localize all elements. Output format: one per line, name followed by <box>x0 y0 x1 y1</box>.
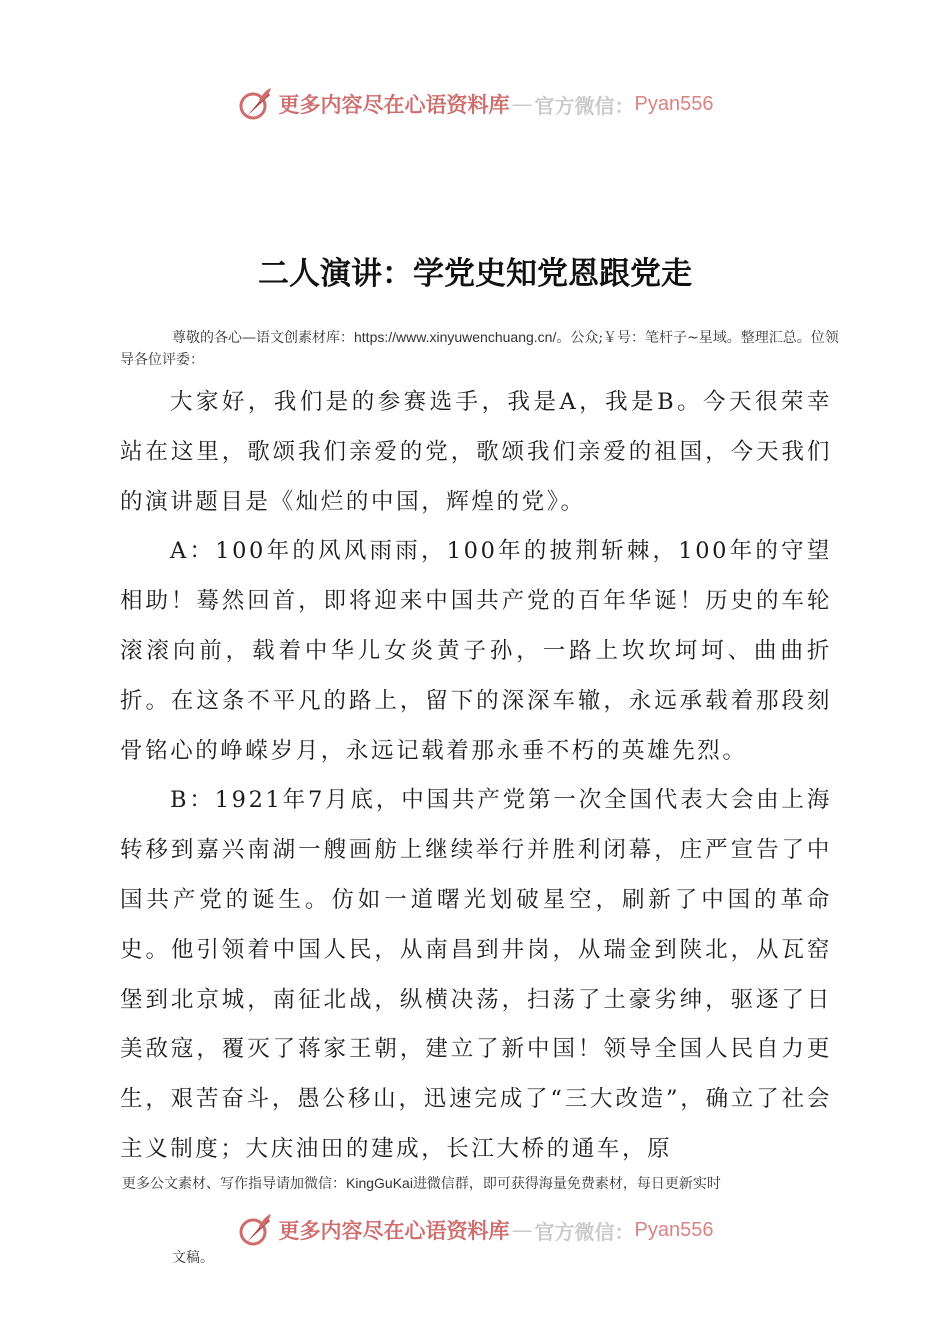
footer-note-suffix: 进微信群，即可获得海量免费素材，每日更新实时 <box>412 1176 721 1192</box>
footer-note-wechat: KingGuKai <box>346 1175 413 1191</box>
quill-logo-icon <box>237 86 273 122</box>
banner-wechat-id: Pyan556 <box>634 1218 714 1241</box>
paragraph-b: B：1921年7月底，中国共产党第一次全国代表大会由上海转移到嘉兴南湖一艘画舫上继续举行并胜利闭幕，庄严宣告了中国共产党的诞生。仿如一道曙光划破星空，刷新了中国的革命史。他引领着中国人民，从南昌到井岗，从瑞金到陕北，从瓦窑堡到北京城，南征北战，纵横决荡，扫荡了土豪劣绅，驱逐了日美敌寇，覆灭了蒋家王朝，建立了新中国！领导全国人民自力更生，艰苦奋斗，愚公移山，迅速完成了“三大改造”，确立了社会主义制度；大庆油田的建成，长江大桥的通车，原 <box>120 787 832 1162</box>
paragraph-greeting: 大家好，我们是的参赛选手，我是A，我是B。今天很荣幸站在这里，歌颂我们亲爱的党，歌颂我们亲爱的祖国，今天我们的演讲题目是《灿烂的中国，辉煌的党》。 <box>120 389 832 515</box>
speech-body <box>120 378 832 1175</box>
intro-note-prefix: 尊敬的各心—语文创素材库： <box>172 330 354 346</box>
footer-note <box>120 1172 850 1195</box>
paragraph-a: A：100年的风风雨雨，100年的披荆斩棘，100年的守望相助！蓦然回首，即将迎来中国共产党的百年华诞！历史的车轮滚滚向前，载着中华儿女炎黄子孙，一路上坎坎坷坷、曲曲折折。在这条不平凡的路上，留下的深深车辙，永远承载着那段刻骨铭心的峥嵘岁月，永远记载着那永垂不朽的英雄先烈。 <box>120 538 832 764</box>
banner-wechat-label: 官方微信： <box>534 93 635 118</box>
footer-note-continuation: 文稿。 <box>172 1250 214 1266</box>
footer-note-prefix: 更多公文素材、写作指导请加微信： <box>122 1176 346 1192</box>
document-title: 二人演讲：学党史知党恩跟党走 <box>258 256 692 292</box>
banner-separator: — <box>511 92 533 116</box>
banner-separator: — <box>511 1218 533 1242</box>
quill-logo-icon <box>237 1212 273 1248</box>
banner-main-text: 更多内容尽在心语资料库 <box>278 1218 510 1243</box>
intro-note <box>120 326 850 371</box>
banner-main-text: 更多内容尽在心语资料库 <box>278 92 510 117</box>
banner-wechat-id: Pyan556 <box>634 92 714 115</box>
banner-wechat-label: 官方微信： <box>534 1219 635 1244</box>
header-banner <box>0 80 950 128</box>
intro-note-suffix: 。公众;￥号：笔杆子~星域。整理汇总。位领导各位评委： <box>120 330 839 368</box>
intro-note-url[interactable]: https://www.xinyuwenchuang.cn/ <box>354 329 557 345</box>
